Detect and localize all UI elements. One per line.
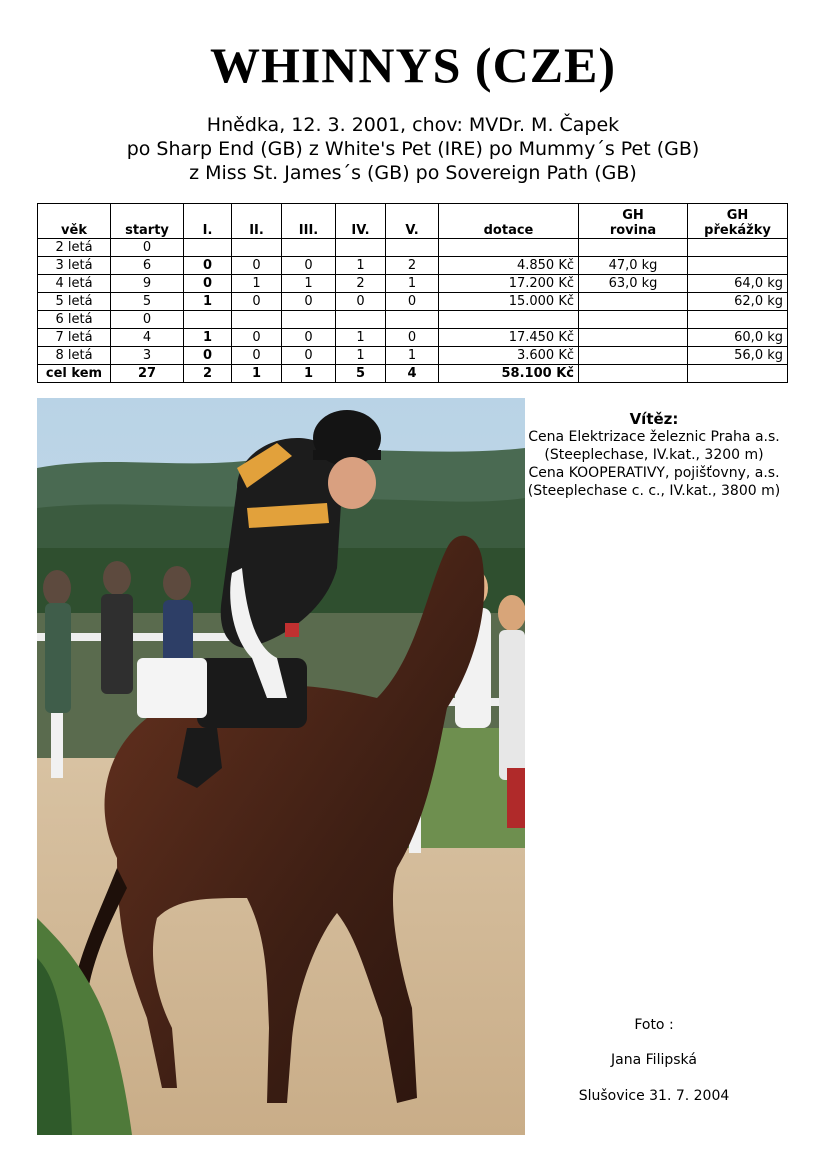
table-header-row: [38, 204, 788, 239]
table-cell-prize: [439, 239, 579, 257]
table-cell-p4: 2: [336, 275, 386, 293]
header-gh-flat: GH rovina: [579, 204, 688, 239]
table-cell-age: 5 letá: [38, 293, 111, 311]
table-cell-prize: 58.100 Kč: [439, 365, 579, 383]
header-place-2: II.: [232, 204, 282, 239]
table-cell-age: 2 letá: [38, 239, 111, 257]
table-cell-gh-flat: 47,0 kg: [579, 257, 688, 275]
winner-race-1-detail: (Steeplechase, IV.kat., 3200 m): [544, 447, 764, 463]
table-cell-gh-flat: [579, 329, 688, 347]
table-cell-p4: 1: [336, 347, 386, 365]
header-place-4: IV.: [336, 204, 386, 239]
table-cell-age: 3 letá: [38, 257, 111, 275]
table-cell-p3: 0: [282, 329, 336, 347]
table-cell-gh-jump: [688, 239, 788, 257]
table-row: [38, 275, 788, 293]
table-cell-p4: [336, 311, 386, 329]
winner-race-2-name: Cena KOOPERATIVY, pojišťovny, a.s.: [528, 465, 780, 481]
table-cell-p5: 0: [386, 329, 439, 347]
table-cell-gh-flat: [579, 365, 688, 383]
header-prize: dotace: [439, 204, 579, 239]
header-age: věk: [38, 204, 111, 239]
table-cell-p5: [386, 239, 439, 257]
table-cell-p3: [282, 239, 336, 257]
table-cell-p5: 2: [386, 257, 439, 275]
table-row: [38, 311, 788, 329]
race-statistics-table: [37, 203, 788, 383]
table-cell-prize: 4.850 Kč: [439, 257, 579, 275]
table-cell-p1: 0: [184, 257, 232, 275]
table-cell-gh-jump: 60,0 kg: [688, 329, 788, 347]
photo-credit-place-date: Slušovice 31. 7. 2004: [578, 1088, 730, 1104]
table-cell-p4: [336, 239, 386, 257]
winner-heading: Vítěz:: [629, 410, 679, 428]
table-cell-p5: 1: [386, 347, 439, 365]
table-cell-p1: 0: [184, 347, 232, 365]
table-cell-p1: 2: [184, 365, 232, 383]
table-cell-p4: 1: [336, 329, 386, 347]
horse-info-line-1: Hnědka, 12. 3. 2001, chov: MVDr. M. Čapek: [206, 114, 620, 136]
table-cell-p5: 0: [386, 293, 439, 311]
photo-credit-label: Foto :: [634, 1017, 674, 1033]
header-place-5: V.: [386, 204, 439, 239]
horse-info-line-3: z Miss St. James´s (GB) po Sovereign Path (GB): [189, 162, 637, 184]
table-cell-gh-flat: [579, 293, 688, 311]
race-photo: [37, 398, 525, 1135]
table-cell-p3: 1: [282, 275, 336, 293]
table-cell-p3: 0: [282, 347, 336, 365]
table-cell-gh-jump: 64,0 kg: [688, 275, 788, 293]
table-cell-p3: 0: [282, 293, 336, 311]
header-place-3: III.: [282, 204, 336, 239]
table-cell-age: cel kem: [38, 365, 111, 383]
table-cell-starts: 6: [111, 257, 184, 275]
table-cell-p2: 1: [232, 365, 282, 383]
photo-credit-name: Jana Filipská: [611, 1052, 697, 1068]
winner-race-1-name: Cena Elektrizace železnic Praha a.s.: [528, 429, 780, 445]
table-cell-p1: [184, 239, 232, 257]
table-cell-p3: 0: [282, 257, 336, 275]
horse-info-line-2: po Sharp End (GB) z White's Pet (IRE) po Mummy´s Pet (GB): [126, 138, 700, 160]
table-row: [38, 329, 788, 347]
table-cell-p2: [232, 239, 282, 257]
table-cell-starts: 4: [111, 329, 184, 347]
header-starts: starty: [111, 204, 184, 239]
header-gh-jump: GH překážky: [688, 204, 788, 239]
table-cell-starts: 0: [111, 311, 184, 329]
table-cell-gh-jump: [688, 365, 788, 383]
table-cell-gh-jump: [688, 257, 788, 275]
table-cell-prize: 3.600 Kč: [439, 347, 579, 365]
table-cell-prize: 17.450 Kč: [439, 329, 579, 347]
table-cell-p3: 1: [282, 365, 336, 383]
table-cell-starts: 3: [111, 347, 184, 365]
table-cell-prize: [439, 311, 579, 329]
table-cell-p2: 0: [232, 329, 282, 347]
table-row: [38, 347, 788, 365]
table-cell-p5: 4: [386, 365, 439, 383]
table-total-row: [38, 365, 788, 383]
table-cell-p1: 1: [184, 293, 232, 311]
table-row: [38, 239, 788, 257]
table-cell-p5: 1: [386, 275, 439, 293]
table-row: [38, 293, 788, 311]
table-cell-p2: 1: [232, 275, 282, 293]
table-cell-gh-flat: [579, 347, 688, 365]
table-cell-p4: 0: [336, 293, 386, 311]
table-cell-age: 4 letá: [38, 275, 111, 293]
table-cell-p2: 0: [232, 257, 282, 275]
winner-race-2-detail: (Steeplechase c. c., IV.kat., 3800 m): [527, 483, 781, 499]
table-cell-gh-flat: [579, 239, 688, 257]
table-cell-p2: [232, 311, 282, 329]
table-row: [38, 257, 788, 275]
table-cell-starts: 27: [111, 365, 184, 383]
table-cell-starts: 0: [111, 239, 184, 257]
table-cell-p5: [386, 311, 439, 329]
table-cell-starts: 9: [111, 275, 184, 293]
table-cell-gh-flat: 63,0 kg: [579, 275, 688, 293]
table-cell-p4: 5: [336, 365, 386, 383]
table-cell-gh-jump: [688, 311, 788, 329]
table-cell-p1: [184, 311, 232, 329]
table-cell-age: 8 letá: [38, 347, 111, 365]
winner-race-1: [527, 428, 781, 464]
table-cell-p3: [282, 311, 336, 329]
table-cell-age: 7 letá: [38, 329, 111, 347]
table-cell-p2: 0: [232, 347, 282, 365]
header-place-1: I.: [184, 204, 232, 239]
table-cell-p1: 1: [184, 329, 232, 347]
table-cell-prize: 15.000 Kč: [439, 293, 579, 311]
table-cell-p1: 0: [184, 275, 232, 293]
table-cell-age: 6 letá: [38, 311, 111, 329]
table-cell-gh-jump: 62,0 kg: [688, 293, 788, 311]
table-cell-gh-jump: 56,0 kg: [688, 347, 788, 365]
table-cell-p2: 0: [232, 293, 282, 311]
table-cell-starts: 5: [111, 293, 184, 311]
table-cell-p4: 1: [336, 257, 386, 275]
page-title: WHINNYS (CZE): [209, 37, 617, 93]
table-cell-gh-flat: [579, 311, 688, 329]
winner-race-2: [527, 464, 781, 500]
table-cell-prize: 17.200 Kč: [439, 275, 579, 293]
